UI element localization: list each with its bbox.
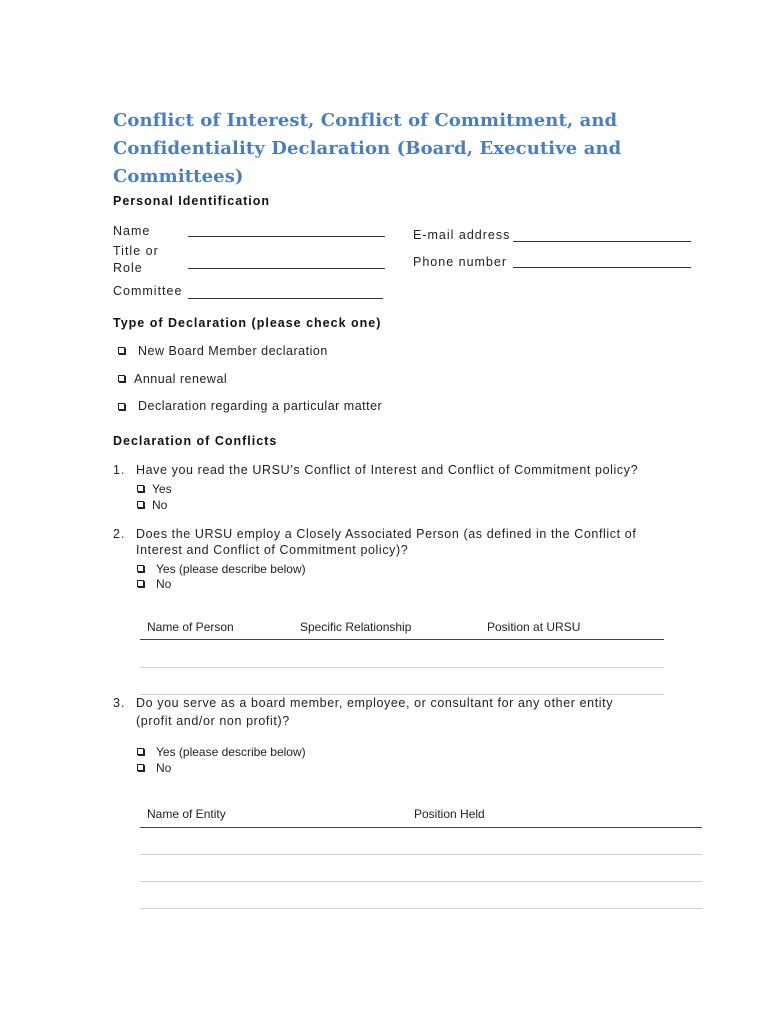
role-label: Role bbox=[113, 261, 143, 275]
q2-table-row-2[interactable] bbox=[140, 694, 664, 695]
question-1-text: Have you read the URSU’s Conflict of Interest and Conflict of Commitment policy? bbox=[136, 463, 639, 477]
question-3-text-line-2: (profit and/or non profit)? bbox=[136, 714, 290, 728]
title-role-field[interactable] bbox=[188, 268, 385, 269]
phone-field[interactable] bbox=[513, 267, 691, 268]
q2-column-position-at-ursu: Position at URSU bbox=[487, 620, 581, 634]
q1-yes-checkbox[interactable] bbox=[137, 485, 144, 492]
q3-column-position-held: Position Held bbox=[414, 807, 485, 821]
q2-column-name-of-person: Name of Person bbox=[147, 620, 234, 634]
new-board-member-label: New Board Member declaration bbox=[138, 344, 328, 358]
question-3-number: 3. bbox=[113, 696, 126, 710]
q3-table-row-1[interactable] bbox=[140, 854, 702, 855]
q1-no-checkbox[interactable] bbox=[137, 501, 144, 508]
q3-table-row-2[interactable] bbox=[140, 881, 702, 882]
phone-label: Phone number bbox=[413, 255, 508, 269]
question-2-text-line-2: Interest and Conflict of Commitment policy)? bbox=[136, 543, 409, 557]
particular-matter-checkbox[interactable] bbox=[118, 403, 125, 410]
question-1-number: 1. bbox=[113, 463, 126, 477]
committee-field[interactable] bbox=[188, 298, 383, 299]
q3-table-row-3[interactable] bbox=[140, 908, 702, 909]
q1-no-label: No bbox=[152, 498, 168, 512]
personal-identification-heading: Personal Identification bbox=[113, 194, 271, 208]
form-title-line-3: Committees) bbox=[113, 166, 244, 187]
form-title-line-2: Confidentiality Declaration (Board, Executive and bbox=[113, 138, 622, 159]
email-field[interactable] bbox=[513, 241, 691, 242]
new-board-member-checkbox[interactable] bbox=[118, 347, 125, 354]
declaration-of-conflicts-heading: Declaration of Conflicts bbox=[113, 434, 278, 448]
email-label: E-mail address bbox=[413, 228, 511, 242]
name-label: Name bbox=[113, 224, 151, 238]
particular-matter-label: Declaration regarding a particular matter bbox=[138, 399, 383, 413]
q2-column-specific-relationship: Specific Relationship bbox=[300, 620, 412, 634]
q3-table-header-rule bbox=[140, 827, 702, 828]
q3-yes-checkbox[interactable] bbox=[137, 748, 144, 755]
question-2-text-line-1: Does the URSU employ a Closely Associated Person (as defined in the Conflict of bbox=[136, 527, 637, 541]
declaration-type-heading: Type of Declaration (please check one) bbox=[113, 316, 382, 330]
q2-no-label: No bbox=[156, 577, 172, 591]
committee-label: Committee bbox=[113, 284, 183, 298]
q2-yes-label: Yes (please describe below) bbox=[156, 562, 306, 576]
name-field[interactable] bbox=[188, 236, 385, 237]
q2-yes-checkbox[interactable] bbox=[137, 565, 144, 572]
question-3-text-line-1: Do you serve as a board member, employee, or consultant for any other entity bbox=[136, 696, 614, 710]
q3-column-name-of-entity: Name of Entity bbox=[147, 807, 226, 821]
annual-renewal-checkbox[interactable] bbox=[118, 375, 125, 382]
q3-no-checkbox[interactable] bbox=[137, 764, 144, 771]
q2-table-header-rule bbox=[140, 639, 664, 640]
q2-table-row-1[interactable] bbox=[140, 667, 664, 668]
q3-no-label: No bbox=[156, 761, 172, 775]
annual-renewal-label: Annual renewal bbox=[134, 372, 228, 386]
q3-yes-label: Yes (please describe below) bbox=[156, 745, 306, 759]
form-title-line-1: Conflict of Interest, Conflict of Commitment, and bbox=[113, 110, 618, 131]
question-2-number: 2. bbox=[113, 527, 126, 541]
q2-no-checkbox[interactable] bbox=[137, 580, 144, 587]
q1-yes-label: Yes bbox=[152, 482, 172, 496]
title-label: Title or bbox=[113, 244, 159, 258]
